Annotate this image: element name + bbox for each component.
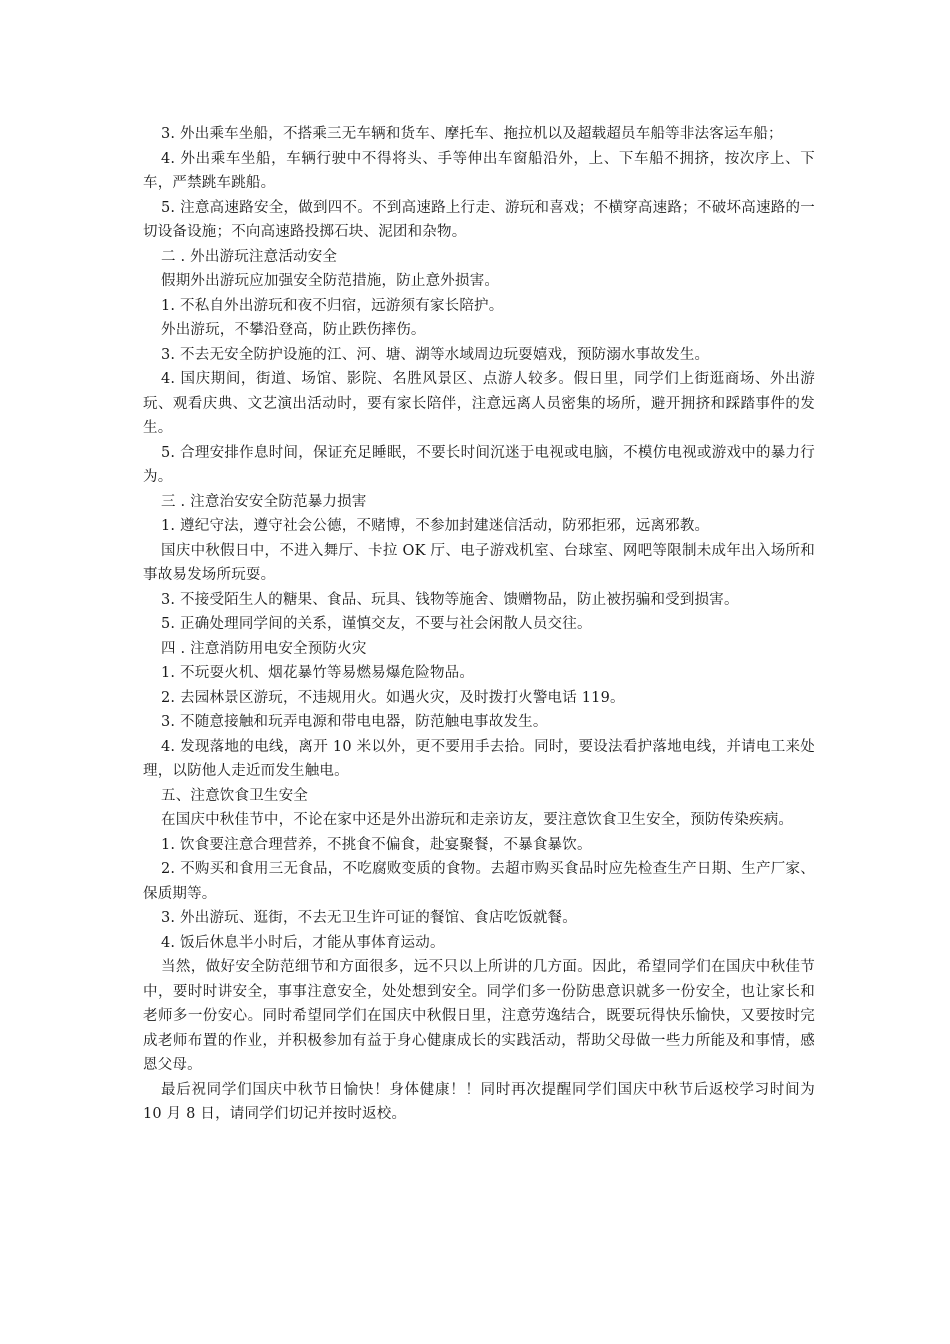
- paragraph: 1. 不私自外出游玩和夜不归宿，远游须有家长陪护。: [161, 297, 504, 314]
- paragraph: 4. 发现落地的电线，离开 10 米以外，更不要用手去拾。同时，要设法看护落地电线，并请电工来处理，以防他人走近而发生触电。: [143, 738, 815, 779]
- paragraph: 3. 外出游玩、逛街，不去无卫生许可证的餐馆、食店吃饭就餐。: [161, 910, 577, 926]
- paragraph: 5. 合理安排作息时间，保证充足睡眠，不要长时间沉迷于电视或电脑，不模仿电视或游戏中的暴力行为。: [143, 444, 815, 485]
- paragraph: 在国庆中秋佳节中，不论在家中还是外出游玩和走亲访友，要注意饮食卫生安全，预防传染疾病。: [161, 812, 794, 828]
- paragraph: 4. 国庆期间，街道、场馆、影院、名胜风景区、点游人较多。假日里，同学们上街逛商场、外出游玩、观看庆典、文艺演出活动时，要有家长陪伴，注意远离人员密集的场所，避开拥挤和踩踏事件的发生。: [143, 371, 815, 436]
- paragraph: 假期外出游玩应加强安全防范措施，防止意外损害。: [161, 273, 500, 289]
- paragraph: 1. 饮食要注意合理营养，不挑食不偏食，赴宴聚餐，不暴食暴饮。: [161, 836, 592, 853]
- section-heading: 五、注意饮食卫生安全: [161, 787, 308, 804]
- paragraph: 5. 注意高速路安全，做到四不。不到高速路上行走、游玩和喜戏；不横穿高速路；不破坏高速路的一切设备设施；不向高速路投掷石块、泥团和杂物。: [143, 199, 815, 240]
- section-heading: 三 . 注意治安安全防范暴力损害: [161, 493, 367, 510]
- document-body: [143, 122, 815, 1127]
- paragraph: 2. 不购买和食用三无食品，不吃腐败变质的食物。去超市购买食品时应先检查生产日期、生产厂家、保质期等。: [143, 861, 815, 902]
- paragraph: 3. 不接受陌生人的糖果、食品、玩具、钱物等施舍、馈赠物品，防止被拐骗和受到损害。: [161, 591, 739, 608]
- section-heading: 四 . 注意消防用电安全预防火灾: [161, 640, 367, 657]
- paragraph: 4. 外出乘车坐船，车辆行驶中不得将头、手等伸出车窗船沿外，上、下车船不拥挤，按次序上、下车，严禁跳车跳船。: [143, 150, 815, 191]
- paragraph: 最后祝同学们国庆中秋节日愉快！身体健康！！同时再次提醒同学们国庆中秋节后返校学习时间为 10 月 8 日，请同学们切记并按时返校。: [143, 1081, 815, 1122]
- paragraph: 5. 正确处理同学间的关系，谨慎交友，不要与社会闲散人员交往。: [161, 616, 592, 632]
- paragraph: 1. 不玩耍火机、烟花暴竹等易燃易爆危险物品。: [161, 665, 475, 681]
- paragraph: 3. 不去无安全防护设施的江、河、塘、湖等水域周边玩耍嬉戏，预防溺水事故发生。: [161, 346, 710, 363]
- paragraph: 外出游玩，不攀沿登高，防止跌伤摔伤。: [161, 322, 426, 338]
- paragraph: 国庆中秋假日中，不进入舞厅、卡拉 OK 厅、电子游戏机室、台球室、网吧等限制未成年出入场所和事故易发场所玩耍。: [143, 542, 815, 583]
- paragraph: 当然，做好安全防范细节和方面很多，远不只以上所讲的几方面。因此，希望同学们在国庆中秋佳节中，要时时讲安全，事事注意安全，处处想到安全。同学们多一份防患意识就多一份安全，也让家长和老师多一份安心。同时希望同学们在国庆中秋假日里，注意劳逸结合，既要玩得快乐愉快，又要按时完成老师布置的作业，并积极参加有益于身心健康成长的实践活动，帮助父母做一些力所能及和事情，感恩父母。: [143, 959, 815, 1073]
- paragraph: 3. 外出乘车坐船，不搭乘三无车辆和货车、摩托车、拖拉机以及超载超员车船等非法客运车船；: [161, 126, 783, 142]
- section-heading: 二 . 外出游玩注意活动安全: [161, 248, 338, 265]
- paragraph: 4. 饭后休息半小时后，才能从事体育运动。: [161, 934, 445, 951]
- paragraph: 1. 遵纪守法，遵守社会公德，不赌博，不参加封建迷信活动，防邪拒邪，远离邪教。: [161, 518, 710, 534]
- paragraph: 2. 去园林景区游玩，不违规用火。如遇火灾，及时拨打火警电话 119。: [161, 689, 625, 706]
- paragraph: 3. 不随意接触和玩弄电源和带电电器，防范触电事故发生。: [161, 714, 548, 730]
